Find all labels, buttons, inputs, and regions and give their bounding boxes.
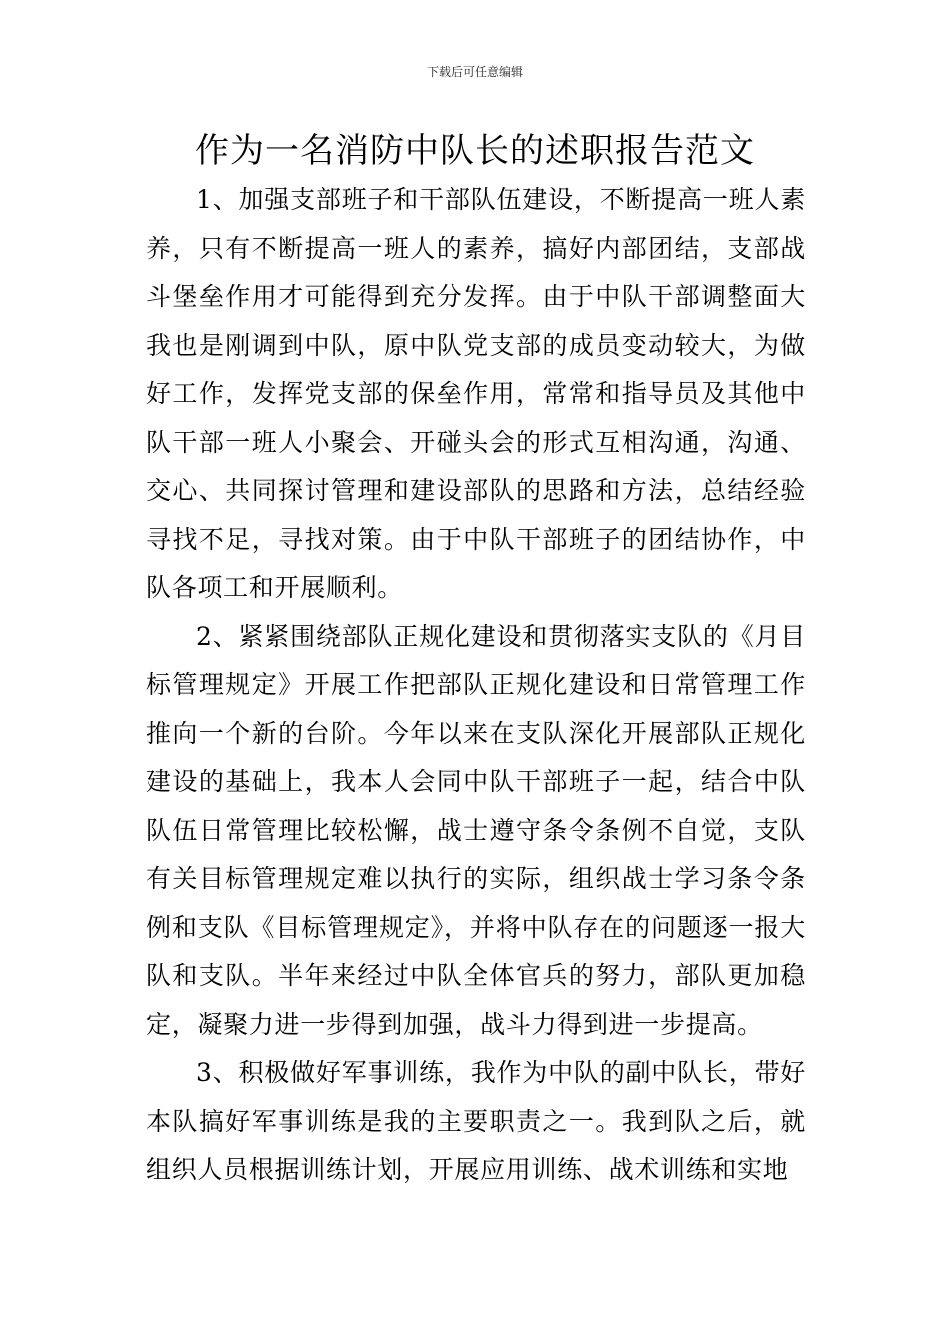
paragraph-3: 3、积极做好军事训练，我作为中队的副中队长，带好本队搞好军事训练是我的主要职责之一。我到队之后，就组织人员根据训练计划，开展应用训练、战术训练和实地 (146, 1058, 806, 1184)
document-title: 作为一名消防中队长的述职报告范文 (195, 131, 755, 171)
paragraph-2: 2、紧紧围绕部队正规化建设和贯彻落实支队的《月目标管理规定》开展工作把部队正规化建设和日常管理工作推向一个新的台阶。今年以来在支队深化开展部队正规化建设的基础上，我本人会同中队干部班子一起，结合中队队伍日常管理比较松懈，战士遵守条令条例不自觉，支队有关目标管理规定难以执行的实际，组织战士学习条令条例和支队《目标管理规定》，并将中队存在的问题逐一报大队和支队。半年来经过中队全体官兵的努力，部队更加稳定，凝聚力进一步得到加强，战斗力得到进一步提高。 (146, 621, 806, 1039)
header-note: 下载后可任意编辑 (426, 65, 523, 79)
document-body (146, 176, 806, 1195)
paragraph-1: 1、加强支部班子和干部队伍建设，不断提高一班人素养，只有不断提高一班人的素养，搞好内部团结，支部战斗堡垒作用才可能得到充分发挥。由于中队干部调整面大我也是刚调到中队，原中队党支部的成员变动较大，为做好工作，发挥党支部的保垒作用，常常和指导员及其他中队干部一班人小聚会、开碰头会的形式互相沟通，沟通、交心、共同探讨管理和建设部队的思路和方法，总结经验寻找不足，寻找对策。由于中队干部班子的团结协作，中队各项工和开展顺利。 (146, 185, 806, 602)
